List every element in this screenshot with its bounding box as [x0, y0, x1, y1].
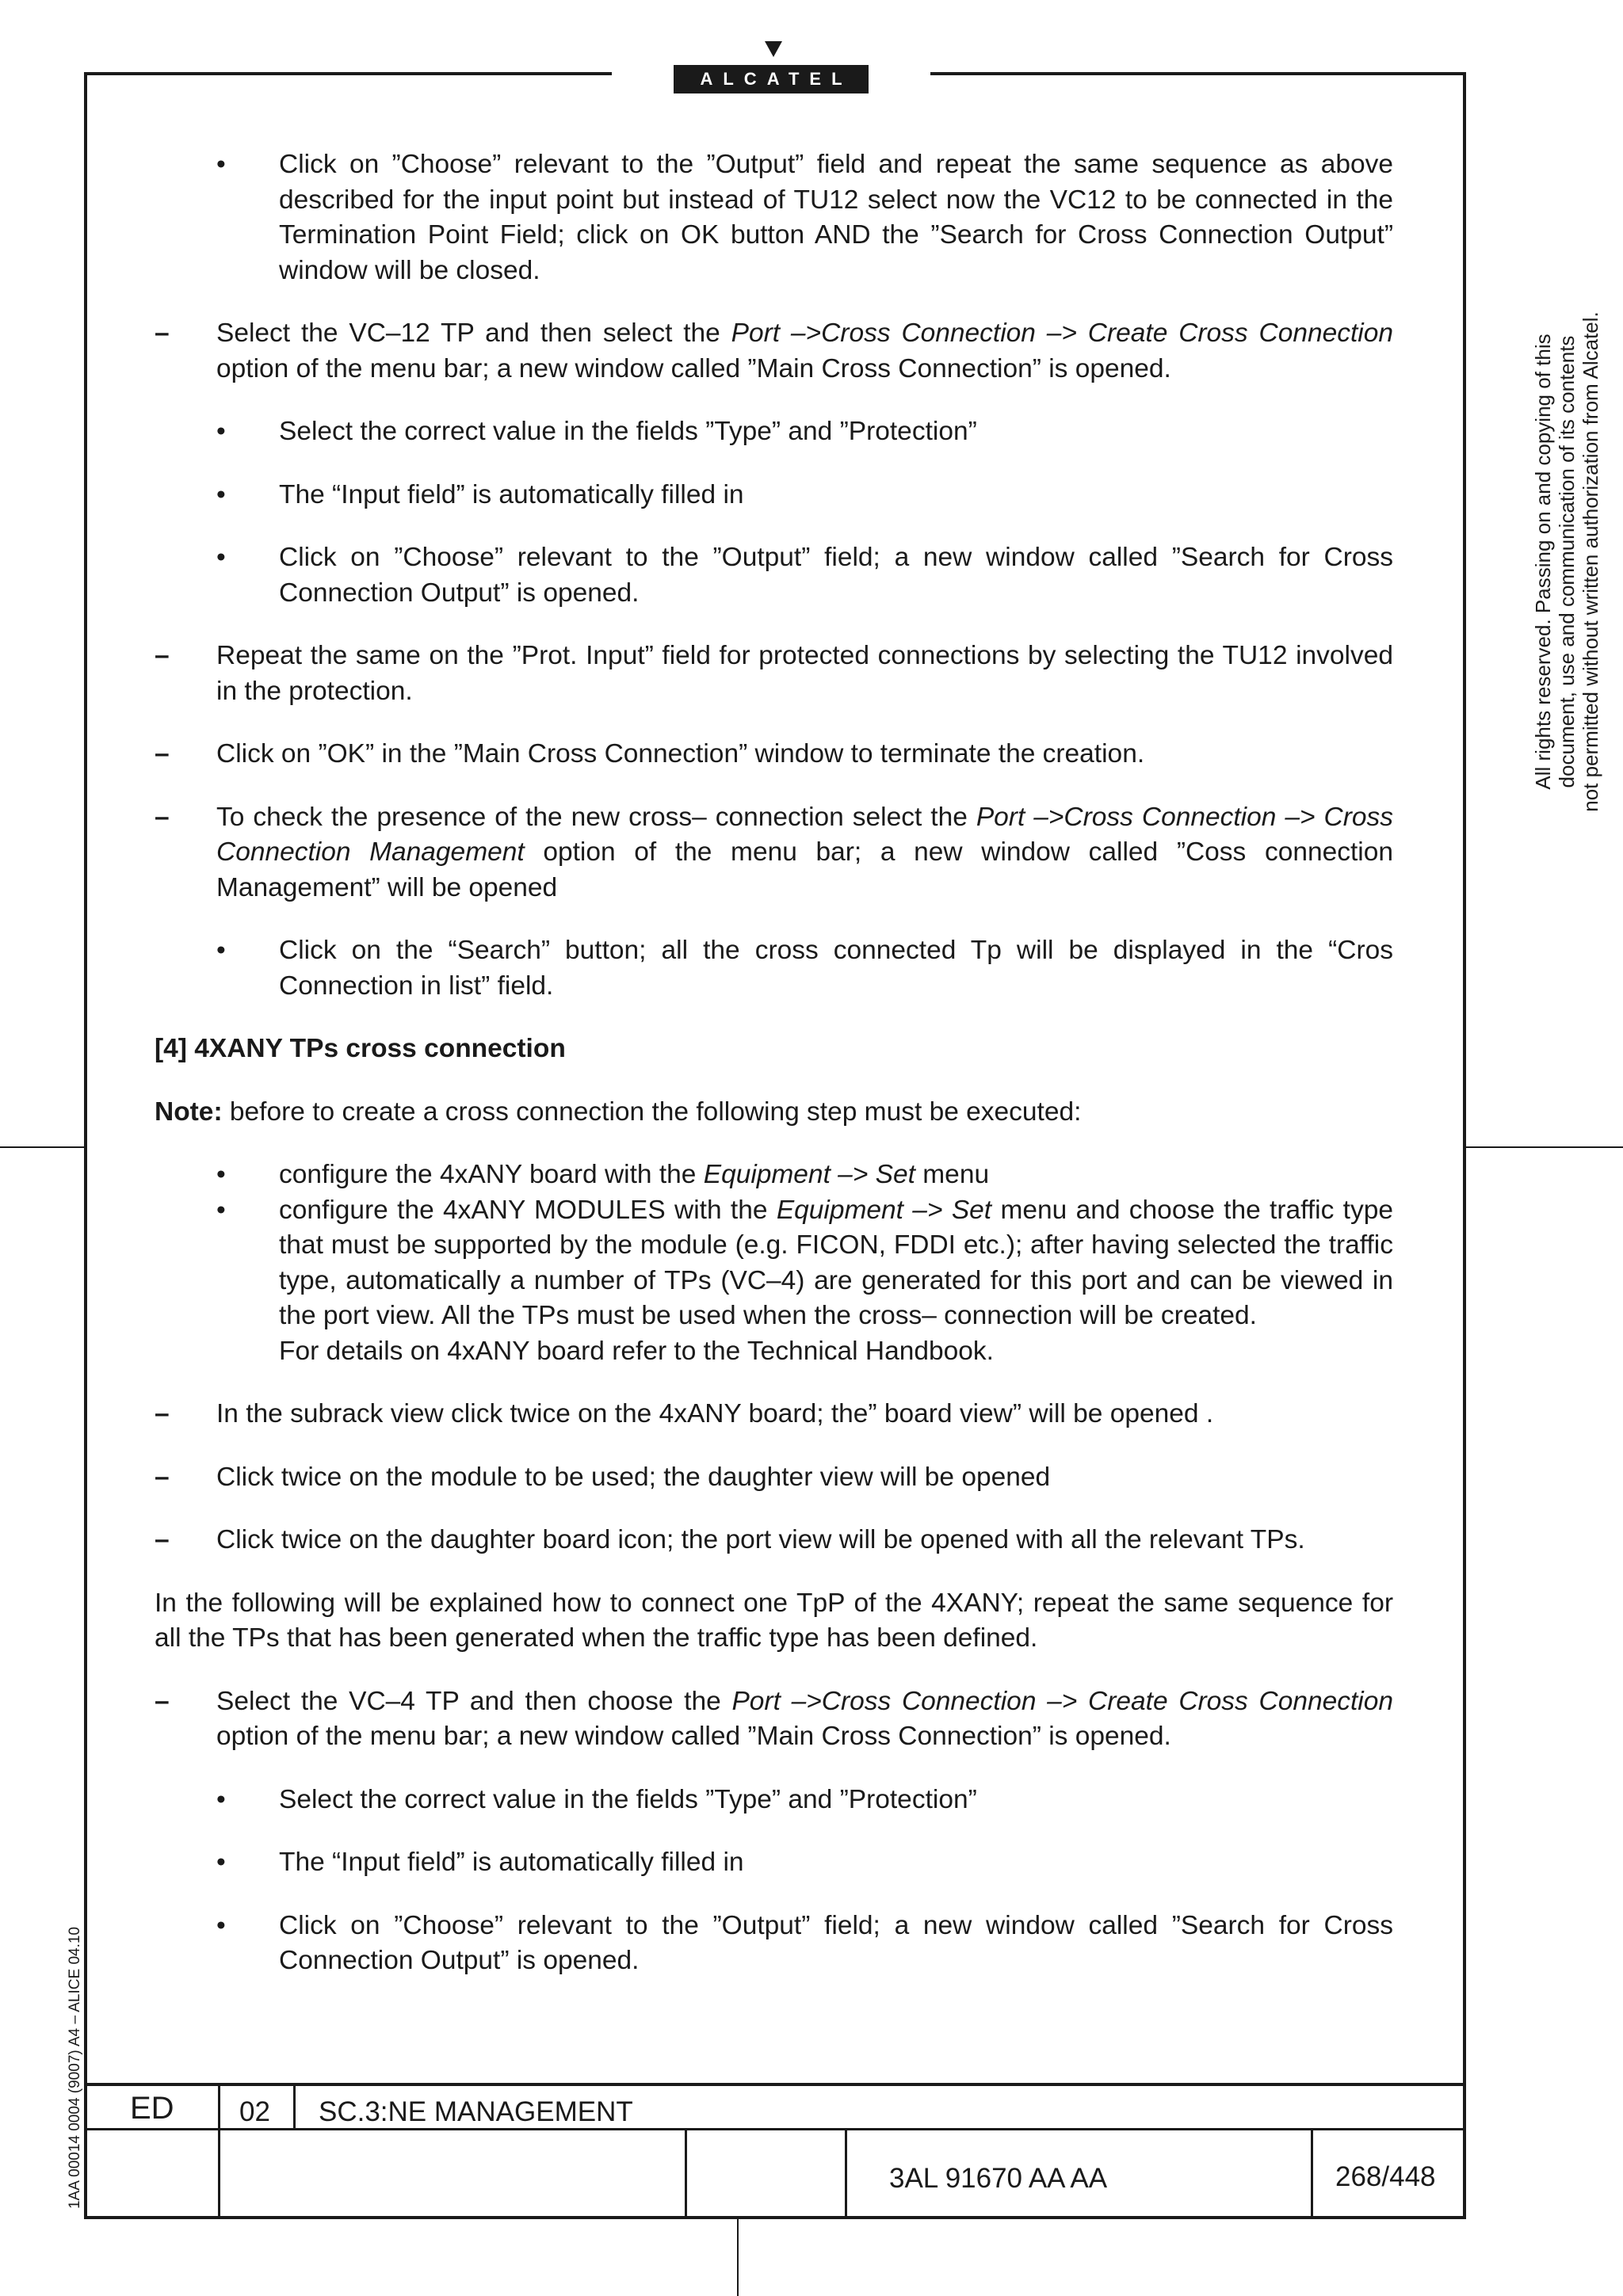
footer-ed-label: ED: [130, 2091, 174, 2126]
frame-top-right: [930, 72, 1466, 75]
fold-mark-bottom: [737, 2219, 739, 2296]
item-text: The “Input field” is automatically filled in: [279, 479, 744, 509]
menu-path: Equipment –> Set: [703, 1160, 915, 1189]
bullet-marker: •: [216, 150, 226, 179]
item-text: Select the VC–12 TP and then select the: [216, 318, 731, 348]
bullet-marker: •: [216, 1784, 226, 1814]
list-item: [155, 1397, 1393, 1432]
fold-mark-right: [1466, 1146, 1623, 1148]
item-text: option of the menu bar; a new window called ”Main Cross Connection” is opened.: [216, 1722, 1171, 1751]
list-item: [155, 1460, 1393, 1496]
logo-triangle-icon: [765, 41, 782, 57]
frame-top-left: [84, 72, 612, 75]
footer-doc-code: 3AL 91670 AA AA: [889, 2163, 1108, 2194]
form-code: 1AA 00014 0004 (9007) A4 – ALICE 04.10: [67, 1927, 83, 2210]
dash-marker: –: [155, 641, 170, 670]
footer-col-2: [293, 2083, 296, 2130]
list-item: [155, 1684, 1393, 1755]
dash-marker: –: [155, 1462, 170, 1492]
list-item: [155, 540, 1393, 611]
item-text: menu and choose the traffic type that must be supported by the module (e.g. FICON, FDDI etc.); after having selected the traffic type, automatically a number of TPs (VC–4) are generated for this port and can be viewed in the port view. All the TPs must be used when the cross– connection will be created.: [279, 1195, 1393, 1330]
bullet-marker: •: [216, 543, 226, 572]
menu-path: Equipment –> Set: [776, 1195, 992, 1225]
copyright-line: document, use and communication of its contents: [1555, 335, 1579, 788]
list-item: [155, 1158, 1393, 1193]
item-text: option of the menu bar; a new window called ”Main Cross Connection” is opened.: [216, 353, 1171, 383]
copyright-notice: [1531, 290, 1607, 833]
dash-marker: –: [155, 318, 170, 348]
list-item: [155, 316, 1393, 387]
menu-path: Port –>Cross Connection –> Create Cross Connection: [731, 1686, 1393, 1716]
bullet-marker: •: [216, 1195, 226, 1225]
item-text: Click on ”Choose” relevant to the ”Output” field; a new window called ”Search for Cross Connection Output” is opened.: [279, 543, 1393, 608]
item-text: The “Input field” is automatically filled in: [279, 1848, 744, 1877]
footer-page-number: 268/448: [1335, 2161, 1436, 2192]
item-text: option of the menu bar; a new window called ”Coss connection Management” will be opened: [216, 837, 1393, 902]
footer-ed-number: 02: [239, 2096, 270, 2127]
item-text: Repeat the same on the ”Prot. Input” field for protected connections by selecting the TU12 involved in the protection.: [216, 641, 1393, 706]
item-text: In the subrack view click twice on the 4xANY board; the” board view” will be opened .: [216, 1399, 1214, 1428]
item-text: Click twice on the daughter board icon; the port view will be opened with all the relevant TPs.: [216, 1525, 1305, 1554]
footer-col-3: [685, 2128, 687, 2219]
footer-section: SC.3:NE MANAGEMENT: [319, 2096, 633, 2127]
note-label: Note:: [155, 1097, 223, 1127]
list-item: [155, 1845, 1393, 1881]
list-item: [155, 147, 1393, 288]
list-item: [155, 414, 1393, 450]
copyright-line: All rights reserved. Passing on and copying of this: [1531, 334, 1555, 790]
item-text: Select the VC–4 TP and then choose the: [216, 1686, 732, 1716]
fold-mark-left: [0, 1146, 84, 1148]
item-text: Click twice on the module to be used; the daughter view will be opened: [216, 1462, 1051, 1492]
dash-marker: –: [155, 1399, 170, 1428]
footer-col-5: [1311, 2128, 1313, 2219]
footer-top-line: [84, 2083, 1466, 2086]
list-item: [155, 1783, 1393, 1818]
item-text: To check the presence of the new cross– connection select the: [216, 802, 976, 832]
note: [155, 1095, 1393, 1131]
menu-path: Port –>Cross Connection –> Create Cross Connection: [731, 318, 1394, 348]
frame-left: [84, 72, 87, 2219]
footer-col-4: [845, 2128, 847, 2219]
alcatel-logo: ALCATEL: [674, 65, 869, 93]
dash-marker: –: [155, 1686, 170, 1716]
bullet-marker: •: [216, 479, 226, 509]
document-body: [155, 147, 1393, 1979]
bullet-marker: •: [216, 936, 226, 965]
list-item: [155, 478, 1393, 513]
list-item: [155, 1193, 1393, 1370]
copyright-line: not permitted without written authorization from Alcatel.: [1579, 311, 1602, 812]
item-text: Click on ”OK” in the ”Main Cross Connection” window to terminate the creation.: [216, 739, 1145, 769]
dash-marker: –: [155, 1525, 170, 1554]
list-item: [155, 737, 1393, 772]
section-heading: [4] 4XANY TPs cross connection: [155, 1034, 566, 1063]
list-item: [155, 639, 1393, 709]
menu-path: Port –>Cross Connection –> Cross Connection Management: [216, 802, 1393, 867]
list-item: [155, 933, 1393, 1004]
item-text: For details on 4xANY board refer to the Technical Handbook.: [279, 1336, 994, 1366]
item-text: Click on the “Search” button; all the cross connected Tp will be displayed in the “Cros Connection in list” field.: [279, 936, 1393, 1001]
dash-marker: –: [155, 802, 170, 832]
item-text: menu: [915, 1160, 990, 1189]
list-item: [155, 800, 1393, 906]
item-text: configure the 4xANY board with the: [279, 1160, 704, 1189]
paragraph: In the following will be explained how to connect one TpP of the 4XANY; repeat the same sequence for all the TPs that has been generated when the traffic type has been defined.: [155, 1588, 1393, 1653]
list-item: [155, 1909, 1393, 1979]
item-text: Select the correct value in the fields ”Type” and ”Protection”: [279, 417, 977, 446]
item-text: Click on ”Choose” relevant to the ”Output” field; a new window called ”Search for Cross Connection Output” is opened.: [279, 1910, 1393, 1975]
footer-mid-line: [84, 2128, 1466, 2130]
item-text: Click on ”Choose” relevant to the ”Output” field and repeat the same sequence as above described for the input point but instead of TU12 select now the VC12 to be connected in the Termination Point Field; click on OK button AND the ”Search for Cross Connection Output” window will be closed.: [279, 150, 1393, 285]
list-item: [155, 1523, 1393, 1558]
bullet-marker: •: [216, 1160, 226, 1189]
bullet-marker: •: [216, 417, 226, 446]
dash-marker: –: [155, 739, 170, 769]
footer-col-1: [218, 2083, 220, 2219]
note-text: before to create a cross connection the following step must be executed:: [222, 1097, 1082, 1127]
item-text: configure the 4xANY MODULES with the: [279, 1195, 777, 1225]
frame-right: [1463, 72, 1466, 2219]
bullet-marker: •: [216, 1848, 226, 1877]
bullet-marker: •: [216, 1910, 226, 1940]
item-text: Select the correct value in the fields ”Type” and ”Protection”: [279, 1784, 977, 1814]
frame-bottom: [84, 2216, 1466, 2219]
